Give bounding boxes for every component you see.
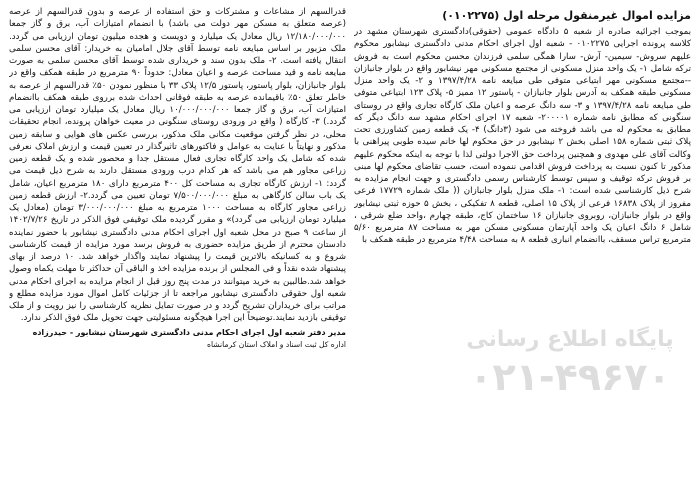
signature-line: مدیر دفتر شعبه اول اجرای احکام مدنی دادگستری شهرستان نیشابور - حیدرزاده xyxy=(32,327,346,337)
watermark-phone: ۰۲۱-۴۹۶۷۰ xyxy=(469,355,671,399)
right-column xyxy=(354,6,691,490)
left-column-body: قدرالسهم از مشاعات و مشترکات و حق استفاده از عرصه و بدون قدرالسهم از عرصه (عرصه متعلق به مسکن مهر دولت می باشد) با انضمام امتیازات آب، برق و گاز جمعا ۱۲/۱۸۰/۰۰۰/۰۰۰ ریال معادل یک میلیارد و دویست و هجده میلیون تومان ارزیابی می گردد. ملک مزبور بر اساس مبایعه نامه توسط آقای جلال امامیان به خریدار: آقای محسن سلمی انتقال یافته است. ۲- ملک بدون سند و خریداری شده توسط آقای محسن سلمی به صورت مبایعه نامه و قید مساحت عرصه و اعیان معادل: حدوداً ۹۰ مترمربع در طبقه همکف واقع در بلوار جانبازان، بلوار پاستور، پاستور ۱۲/۵ پلاک ۳۳ با منظور نمودن ۵۰٪ قدرالسهم از عرصه به خاطر تعلق ۵۰٪ باقیمانده عرصه به طبقه فوقانی احداث شده برروی طبقه همکف باانضمام امتیازات آب، برق و گاز جمعا ۱۰/۰۰۰/۰۰۰/۰۰۰ ریال معادل یک میلیارد تومان ارزیابی می گردد.) ۳- کارگاه ( واقع در ورودی روستای سنگونی در معیت خواهان پرونده، انجام تحقیقات محلی، در نظر گرفتن موقعیت مکانی ملک مذکور، بررسی عکس های هوایی و سابقه زمین مذکور و نهایتاً با عنایت به عوامل و فاکتورهای تاثیرگذار در تعیین قیمت و ارزش املاک نعرفی شده که شامل یک واحد کارگاه تجاری فعال مستقل جدا و محصور شده و یک قطعه زمین زراعی مجاور هم می باشد که هر کدام درب ورودی مستقل دارند به شرح ذیل قیمت می گردد: ۱- ارزش کارگاه تجاری به مساحت کل ۴۰۰ مترمربع دارای ۱۸۰ مترمربع اعیان، شامل یک باب سالن کارگاهی به مبلغ ۷/۵۰۰/۰۰۰/۰۰۰ تومان تعیین می گردد.۲- ارزش قطعه زمین زراعی مجاور کارگاه به مساحت ۱۰۰۰ مترمربع به مبلغ ۳/۰۰۰/۰۰۰/۰۰۰ تومان (معادل یک میلیارد تومان ارزیابی می گردد)» و مقرر گردیده ملک توقیفی فوق الذکر در تاریخ ۱۴۰۲/۷/۲۶ از ساعت ۹ صبح در محل شعبه اول اجرای احکام مدنی دادگستری نیشابور با حضور نماینده دادستان محترم از طریق مزایده حضوری به فروش برسد مورد مزایده از قیمت کارشناسی شروع و به کسانیکه بالاترین قیمت را پیشنهاد نمایند واگذار خواهد شد. ۱۰ درصد از بهای پیشنهاد شده نقداً و فی المجلس از برنده مزایده اخذ و الباقی آن حداکثر تا مهلت یکماه وصول خواهد شد.طالبین به خرید میتوانند در مدت پنج روز قبل از انجام مزایده به اجرای احکام مدنی شعبه اول حقوقی دادگستری نیشابور مراجعه تا از جزئیات کامل اموال مورد مزایده مطلع و مراتب برای خریداران تشریح گردد و در صورت تمایل نظریه کارشناسی را نیز رویت و از ملک توقیفی بازدید نمایند.توضیحاً این اجرا هیچگونه مسئولیتی جهت تحویل ملک فوق الذکر ندارد. xyxy=(9,7,346,324)
right-column-body: بموجب اجرائیه صادره از شعبه ۵ دادگاه عمومی (حقوقی)دادگستری شهرستان مشهد در کلاسه پرونده اجرایی ۰۱۰۲۲۷۵ - شعبه اول اجرای احکام مدنی دادگستری نیشابور محکوم علیهم سروش- سیمین- آرش- سارا همگی سلمی فرزندان محسن محکوم است به فروش ترکه شامل ۱- یک واحد منزل مسکونی از مجتمع مسکونی مهر نیشابور واقع در بلوار جانبازان --مجتمع مسکونی مهر ابتیاعی متوفی طی مبایعه نامه ۱۳۹۷/۴/۲۸ و ۲- یک واحد منزل مسکونی طبقه همکف به آدرس بلوار جانبازان - پاستور ۱۲ ممیز ۵- پلاک ۱۲۳ ابتیاعی متوفی طی مبایعه نامه ۱۳۹۷/۴/۲۸ و ۳- سه دانگ عرصه و اعیان ملک کارگاه تجاری واقع در روستای سنگونی که مطابق نامه شماره ۲۰۰۰۰۱- شعبه ۱۷ اجرای احکام مشهد سه دانگ دیگر که مطابق به محکوم له می باشد فروخته می شود (۳دانگ) ۴- یک قطعه زمین کشاورزی تحت پلاک ثبتی شماره ۱۵۸ اصلی بخش ۲ نیشابور در حق محکوم لها خانم سیده طوبی پیراهنی با وکالت آقای علی مهدوی و همچنین پرداخت حق الاجرا دولتی لذا با توجه به اینکه محکوم علیهم مذکور تا کنون نسبت به پرداخت فروش اقدامی ننموده است، حسب تقاضای محکوم لها مبنی بر فروش ترکه توقیف و سپس توسط کارشناس رسمی دادگستری و جهت انجام مزایده به شرح ذیل کارشناسی شده است: ۱- ملک منزل بلوار جانبازان (( ملک شماره ۱۷۷۲۹ فرعی مفروز از پلاک ۱۶۸۳۸ فرعی از پلاک ۱۵ اصلی، قطعه ۸ تفکیکی ، بخش ۵ حوزه ثبتی نیشابور واقع در بلوار جانبازان، روبروی جانبازان ۱۶ ساختمان کاج، طبقه چهارم ،واحد ضلع شرقی ، شامل ۶ دانگ اعیان یک واحد آپارتمان مسکونی مسکن مهر به مساحت ۸۷ مترمربع ۵/۶۰ مترمربع تراس مسقف، باانضمام انباری قطعه ۸ به مساحت ۴/۴۸ مترمربع در طبقه همکف با xyxy=(354,27,691,246)
ad-title: مزایده اموال غیرمنقول مرحله اول (۰۱۰۲۲۷۵) xyxy=(442,9,691,22)
ad-columns xyxy=(8,6,691,490)
office-line: اداره کل ثبت اسناد و املاک استان کرمانشاه xyxy=(206,339,346,349)
watermark-text: پایگاه اطلاع رسانی xyxy=(466,327,674,352)
left-column xyxy=(9,6,346,490)
